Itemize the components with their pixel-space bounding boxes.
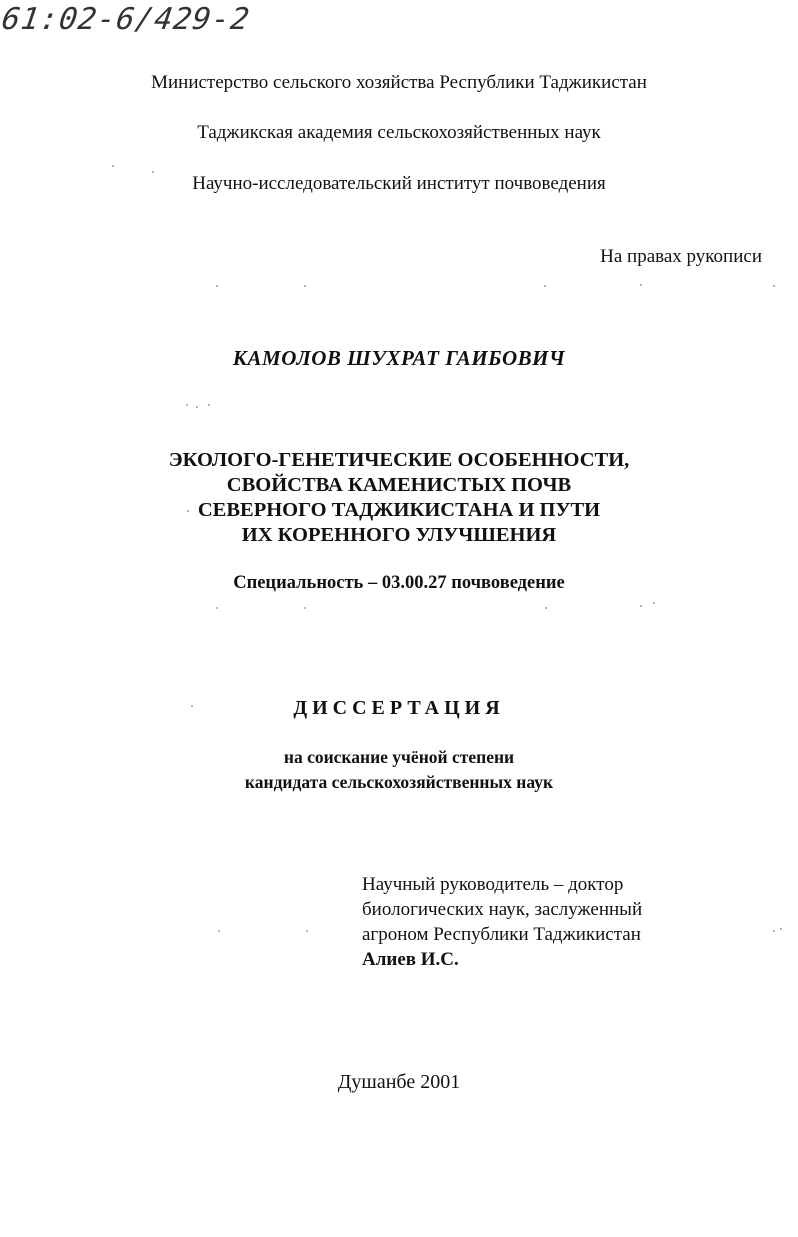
- supervisor-line: Научный руководитель – доктор: [362, 874, 624, 895]
- author-name: КАМОЛОВ ШУХРАТ ГАИБОВИЧ: [232, 346, 566, 370]
- scan-speck: [191, 705, 193, 707]
- scan-speck: [186, 404, 188, 406]
- scan-speck: [306, 930, 308, 932]
- scan-speck: [773, 930, 775, 932]
- title-line: ЭКОЛОГО-ГЕНЕТИЧЕСКИЕ ОСОБЕННОСТИ,: [168, 449, 630, 471]
- academy-name: Таджикская академия сельскохозяйственных наук: [197, 122, 601, 143]
- institute-name: Научно-исследовательский институт почвоведения: [192, 173, 606, 194]
- scan-speck: [218, 930, 220, 932]
- degree-line: на соискание учёной степени: [283, 747, 515, 767]
- scan-speck: [544, 285, 546, 287]
- scan-speck: [112, 165, 114, 167]
- supervisor-line: биологических наук, заслуженный: [362, 899, 643, 920]
- specialty: Специальность – 03.00.27 почвоведение: [233, 573, 565, 593]
- title-line: ИХ КОРЕННОГО УЛУЧШЕНИЯ: [241, 524, 557, 546]
- scan-speck: [640, 605, 642, 607]
- scan-speck: [773, 285, 775, 287]
- scan-speck: [187, 510, 189, 512]
- scan-speck: [216, 285, 218, 287]
- supervisor-block: [362, 872, 642, 972]
- scan-speck: [304, 285, 306, 287]
- title-line: СЕВЕРНОГО ТАДЖИКИСТАНА И ПУТИ: [197, 499, 601, 521]
- document-type: ДИССЕРТАЦИЯ: [293, 697, 505, 719]
- manuscript-note: На правах рукописи: [600, 246, 762, 267]
- supervisor-line: агроном Республики Таджикистан: [362, 924, 641, 945]
- scan-speck: [545, 607, 547, 609]
- ministry-name: Министерство сельского хозяйства Республики Таджикистан: [151, 72, 647, 93]
- scan-speck: [653, 602, 655, 604]
- scan-speck: [640, 284, 642, 286]
- scan-speck: [208, 404, 210, 406]
- scan-speck: [304, 607, 306, 609]
- scan-speck: [196, 406, 198, 408]
- city-year: Душанбе 2001: [337, 1071, 461, 1093]
- dissertation-title: [0, 448, 798, 548]
- scan-speck: [216, 607, 218, 609]
- scan-speck: [152, 171, 154, 173]
- handwritten-registry-number: 61:02-6/429-2: [0, 2, 253, 37]
- scan-speck: [780, 928, 782, 930]
- title-line: СВОЙСТВА КАМЕНИСТЫХ ПОЧВ: [226, 474, 572, 496]
- degree-line: кандидата сельскохозяйственных наук: [244, 772, 554, 792]
- supervisor-name: Алиев И.С.: [362, 949, 459, 970]
